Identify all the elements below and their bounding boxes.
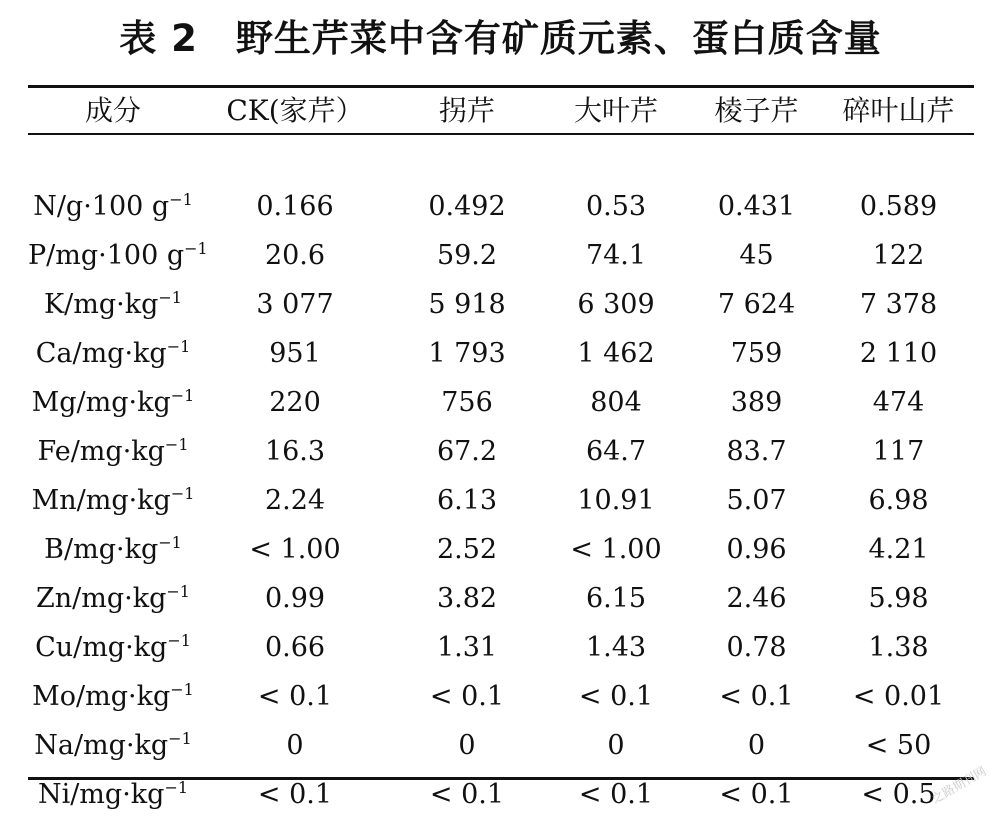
table-cell: 951 — [269, 338, 321, 369]
table-cell: 7 624 — [717, 289, 796, 320]
table-cell: 0.99 — [264, 583, 326, 614]
row-component-label — [28, 770, 198, 819]
table-cell: < 0.1 — [719, 681, 794, 712]
table-row — [28, 329, 974, 378]
component-unit: Ca/mg·kg — [35, 338, 167, 369]
component-unit: Mn/mg·kg — [31, 485, 171, 516]
table-cell: 0 — [607, 730, 625, 761]
table-cell: 1 462 — [577, 338, 655, 369]
table-cell: 117 — [872, 436, 925, 467]
table-row — [28, 427, 974, 476]
table-cell: < 0.5 — [861, 779, 936, 810]
table-row — [28, 770, 974, 819]
table-cell: 59.2 — [436, 240, 498, 271]
table-cell: 2.52 — [436, 534, 498, 565]
table-cell: < 0.01 — [852, 681, 945, 712]
row-component-label — [28, 182, 198, 231]
table-cell: < 0.1 — [257, 681, 333, 712]
table-row — [28, 525, 974, 574]
unit-exponent: −1 — [184, 239, 208, 258]
table-cell: 6 309 — [577, 289, 655, 320]
table-cell: < 0.1 — [578, 681, 654, 712]
table-cell: < 0.1 — [429, 681, 505, 712]
unit-exponent: −1 — [170, 680, 194, 699]
component-unit: N/g·100 g — [33, 191, 170, 222]
table-cell: < 0.1 — [257, 779, 333, 810]
mineral-content-table — [28, 88, 974, 819]
table-cell: 474 — [872, 387, 925, 418]
table-cell: 2.46 — [726, 583, 787, 614]
table-cell: 5.98 — [868, 583, 929, 614]
table-cell: 6.98 — [868, 485, 929, 516]
table-cell: 756 — [441, 387, 493, 418]
unit-exponent: −1 — [169, 190, 193, 209]
component-unit: K/mg·kg — [44, 289, 159, 320]
unit-exponent: −1 — [167, 631, 191, 650]
column-header-lengziqin: 棱子芹 — [714, 94, 799, 127]
table-row — [28, 280, 974, 329]
unit-exponent: −1 — [166, 582, 190, 601]
component-unit: Na/mg·kg — [34, 730, 169, 761]
table-cell: 0.589 — [859, 191, 938, 222]
table-row — [28, 721, 974, 770]
table-cell: 0.53 — [585, 191, 647, 222]
table-row — [28, 231, 974, 280]
column-header-suiyeshanqin: 碎叶山芹 — [842, 94, 955, 127]
row-component-label — [28, 623, 198, 672]
table-cell: 2 110 — [859, 338, 938, 369]
component-unit: P/mg·100 g — [28, 240, 185, 271]
table-cell: 122 — [872, 240, 925, 271]
table-cell: 759 — [730, 338, 783, 369]
table-cell: 0.431 — [717, 191, 796, 222]
row-component-label — [28, 231, 208, 280]
table-cell: 1.43 — [585, 632, 647, 663]
component-unit: Fe/mg·kg — [37, 436, 165, 467]
table-cell: 83.7 — [726, 436, 787, 467]
table-row — [28, 182, 974, 231]
table-cell: 0 — [458, 730, 476, 761]
unit-exponent: −1 — [168, 729, 192, 748]
table-cell: 10.91 — [577, 485, 655, 516]
table-cell: 5 918 — [428, 289, 506, 320]
component-unit: Ni/mg·kg — [37, 779, 165, 810]
component-unit: B/mg·kg — [44, 534, 159, 565]
row-component-label — [28, 378, 198, 427]
table-cell: 6.13 — [436, 485, 498, 516]
row-component-label — [28, 427, 198, 476]
table-row — [28, 378, 974, 427]
table-cell: < 1.00 — [570, 534, 662, 565]
table-cell: 1.31 — [436, 632, 498, 663]
component-unit: Mg/mg·kg — [31, 387, 171, 418]
unit-exponent: −1 — [164, 778, 189, 797]
column-header-ck: CK(家芹） — [226, 94, 364, 127]
row-component-label — [28, 476, 198, 525]
table-cell: 0.166 — [256, 191, 334, 222]
unit-exponent: −1 — [166, 337, 191, 356]
header-row — [28, 88, 974, 133]
table-cell: 0.66 — [264, 632, 326, 663]
column-header-guaiqin: 拐芹 — [438, 94, 495, 127]
table-row — [28, 476, 974, 525]
table-cell: < 1.00 — [249, 534, 341, 565]
table-cell: 6.15 — [585, 583, 647, 614]
table-cell: 5.07 — [726, 485, 787, 516]
row-component-label — [28, 280, 198, 329]
row-component-label — [28, 329, 198, 378]
table-cell: 0.96 — [726, 534, 787, 565]
component-unit: Zn/mg·kg — [36, 583, 167, 614]
table-cell: 0.78 — [726, 632, 787, 663]
unit-exponent: −1 — [164, 435, 189, 454]
unit-exponent: −1 — [170, 386, 195, 405]
unit-exponent: −1 — [170, 484, 195, 503]
table-cell: 2.24 — [264, 485, 326, 516]
table-cell: 389 — [730, 387, 783, 418]
table-cell: 0.492 — [428, 191, 506, 222]
table-cell: 3 077 — [256, 289, 334, 320]
table-cell: 220 — [269, 387, 321, 418]
table-cell: 64.7 — [585, 436, 647, 467]
unit-exponent: −1 — [158, 533, 182, 552]
table-cell: 16.3 — [264, 436, 326, 467]
table-cell: 0 — [747, 730, 766, 761]
table-row — [28, 623, 974, 672]
table-cell: < 0.1 — [578, 779, 654, 810]
table-cell: < 0.1 — [429, 779, 505, 810]
component-unit: Mo/mg·kg — [32, 681, 171, 712]
unit-exponent: −1 — [158, 288, 182, 307]
row-component-label — [28, 574, 198, 623]
table-cell: 804 — [590, 387, 642, 418]
table-cell: 1.38 — [868, 632, 929, 663]
table-cell: 45 — [739, 240, 774, 271]
table-cell: 3.82 — [436, 583, 498, 614]
table-cell: 0 — [286, 730, 304, 761]
row-component-label — [28, 525, 198, 574]
column-header-component: 成分 — [84, 94, 141, 127]
table-cell: 20.6 — [264, 240, 326, 271]
table-cell: 74.1 — [585, 240, 647, 271]
table-cell: 7 378 — [859, 289, 938, 320]
table-cell: < 50 — [865, 730, 932, 761]
row-component-label — [28, 672, 198, 721]
table-cell: 4.21 — [868, 534, 929, 565]
table-row — [28, 574, 974, 623]
column-header-dayeqin: 大叶芹 — [573, 94, 658, 127]
table-cell: < 0.1 — [719, 779, 794, 810]
table-spacer — [28, 133, 974, 182]
table-cell: 67.2 — [436, 436, 498, 467]
table-row — [28, 672, 974, 721]
table-cell: 1 793 — [428, 338, 506, 369]
row-component-label — [28, 721, 198, 770]
watermark: 之路期刊网 — [929, 764, 989, 807]
component-unit: Cu/mg·kg — [35, 632, 168, 663]
table-body — [28, 133, 974, 819]
table-title: 表 2 野生芹菜中含有矿质元素、蛋白质含量 — [119, 17, 882, 60]
